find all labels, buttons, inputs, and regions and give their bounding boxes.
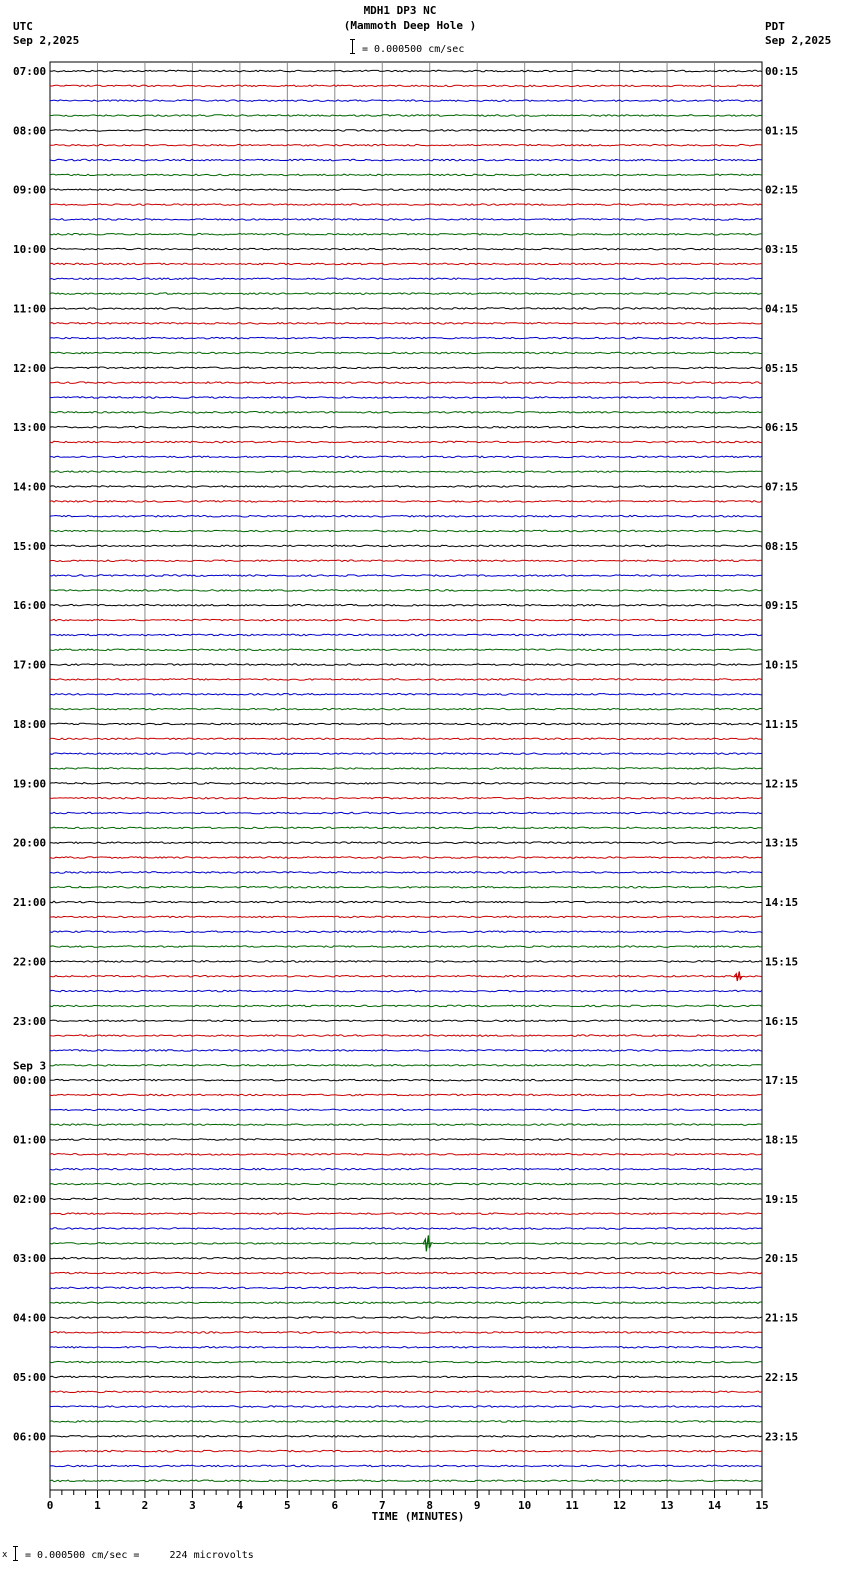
x-tick-label: 3 bbox=[189, 1499, 196, 1512]
x-tick-label: 13 bbox=[660, 1499, 674, 1512]
x-tick-label: 8 bbox=[426, 1499, 434, 1512]
x-axis-label: TIME (MINUTES) bbox=[371, 1510, 465, 1523]
seismic-trace bbox=[50, 1376, 762, 1378]
pdt-hour-label: 09:15 bbox=[765, 599, 799, 613]
utc-hour-label: 03:00 bbox=[13, 1252, 47, 1266]
right-timezone: PDT bbox=[765, 20, 785, 33]
utc-hour-label: 04:00 bbox=[13, 1311, 47, 1325]
utc-hour-label: 05:00 bbox=[13, 1370, 47, 1384]
footer-scale-cap-top bbox=[13, 1546, 18, 1547]
seismic-trace bbox=[50, 278, 762, 280]
seismic-trace bbox=[50, 708, 762, 710]
seismic-trace bbox=[50, 515, 762, 517]
seismic-trace bbox=[50, 412, 762, 414]
seismic-trace bbox=[50, 886, 762, 888]
station-title: MDH1 DP3 NC bbox=[363, 4, 437, 17]
seismic-trace bbox=[50, 1124, 762, 1126]
utc-hour-label: 14:00 bbox=[13, 480, 47, 494]
pdt-hour-label: 04:15 bbox=[765, 302, 799, 316]
x-tick-label: 12 bbox=[612, 1499, 627, 1512]
utc-hour-label: 17:00 bbox=[13, 658, 47, 672]
site-subtitle: (Mammoth Deep Hole ) bbox=[343, 19, 477, 32]
left-timezone: UTC bbox=[13, 20, 33, 33]
seismic-trace bbox=[50, 1465, 762, 1467]
seismic-trace bbox=[50, 1480, 762, 1482]
seismic-trace bbox=[50, 738, 762, 740]
footer-scale-bar bbox=[15, 1546, 16, 1560]
pdt-hour-label: 00:15 bbox=[765, 65, 799, 78]
pdt-hour-label: 16:15 bbox=[765, 1014, 799, 1028]
x-tick-label: 7 bbox=[378, 1499, 386, 1512]
seismic-trace bbox=[50, 604, 762, 606]
seismic-trace bbox=[50, 1139, 762, 1141]
seismic-trace bbox=[50, 901, 762, 903]
seismic-trace bbox=[50, 204, 762, 206]
footer-scale-text: = 0.000500 cm/sec = 224 microvolts bbox=[25, 1550, 254, 1561]
plot-frame bbox=[50, 62, 762, 1490]
seismic-trace bbox=[50, 174, 762, 176]
seismic-trace bbox=[50, 189, 762, 191]
utc-hour-label: 19:00 bbox=[13, 777, 47, 791]
pdt-hour-label: 03:15 bbox=[765, 243, 799, 257]
seismic-trace bbox=[50, 545, 762, 547]
pdt-hour-label: 11:15 bbox=[765, 717, 799, 731]
pdt-hour-label: 20:15 bbox=[765, 1252, 799, 1266]
seismic-trace bbox=[50, 85, 762, 87]
utc-hour-label: 02:00 bbox=[13, 1192, 47, 1206]
seismic-trace bbox=[50, 1346, 762, 1348]
utc-hour-label: 10:00 bbox=[13, 243, 47, 257]
seismic-trace bbox=[50, 827, 762, 829]
pdt-hour-label: 01:15 bbox=[765, 124, 799, 138]
seismic-trace bbox=[50, 1154, 762, 1156]
pdt-hour-label: 10:15 bbox=[765, 658, 799, 672]
seismic-trace bbox=[50, 456, 762, 458]
seismic-trace bbox=[50, 1421, 762, 1423]
seismic-trace bbox=[50, 115, 762, 117]
seismic-trace bbox=[50, 590, 762, 592]
seismic-trace bbox=[50, 293, 762, 295]
pdt-hour-label: 22:15 bbox=[765, 1370, 799, 1384]
seismic-trace bbox=[50, 619, 762, 621]
seismic-trace bbox=[50, 471, 762, 473]
x-tick-label: 0 bbox=[46, 1499, 54, 1512]
utc-hour-label: 09:00 bbox=[13, 183, 47, 197]
seismic-trace bbox=[50, 961, 762, 963]
footer-prefix: x bbox=[2, 1550, 8, 1560]
x-tick-label: 11 bbox=[565, 1499, 579, 1512]
seismic-trace bbox=[50, 1065, 762, 1067]
utc-hour-label: 07:00 bbox=[13, 65, 47, 78]
pdt-hour-label: 23:15 bbox=[765, 1430, 799, 1444]
seismic-trace bbox=[50, 352, 762, 354]
seismic-trace bbox=[50, 1257, 762, 1259]
pdt-hour-label: 18:15 bbox=[765, 1133, 799, 1147]
seismic-trace bbox=[50, 337, 762, 339]
pdt-hour-label: 02:15 bbox=[765, 183, 799, 197]
seismic-trace bbox=[50, 797, 762, 799]
seismic-trace bbox=[50, 931, 762, 933]
seismic-trace bbox=[50, 842, 762, 844]
seismic-trace bbox=[50, 263, 762, 265]
seismic-trace bbox=[50, 753, 762, 755]
seismic-trace bbox=[50, 872, 762, 874]
seismic-trace bbox=[50, 323, 762, 325]
seismic-trace bbox=[50, 1079, 762, 1081]
utc-hour-label: 16:00 bbox=[13, 599, 47, 613]
utc-hour-label: 08:00 bbox=[13, 124, 47, 138]
seismic-trace bbox=[50, 812, 762, 814]
header-scale-text: = 0.000500 cm/sec bbox=[362, 44, 465, 55]
footer-scale-cap-bottom bbox=[13, 1560, 18, 1561]
seismic-trace bbox=[50, 1035, 762, 1037]
x-tick-label: 5 bbox=[284, 1499, 291, 1512]
seismic-trace bbox=[50, 916, 762, 918]
pdt-hour-label: 19:15 bbox=[765, 1192, 799, 1206]
seismic-trace bbox=[50, 1228, 762, 1230]
utc-hour-label: 01:00 bbox=[13, 1133, 47, 1147]
left-date: Sep 2,2025 bbox=[13, 34, 80, 47]
utc-hour-label: 13:00 bbox=[13, 421, 47, 435]
seismic-trace bbox=[50, 1302, 762, 1304]
seismic-trace bbox=[50, 501, 762, 503]
seismic-trace bbox=[50, 1391, 762, 1393]
seismic-trace bbox=[50, 1020, 762, 1022]
seismic-trace bbox=[50, 1050, 762, 1052]
seismic-trace bbox=[50, 857, 762, 859]
x-tick-label: 9 bbox=[473, 1499, 481, 1512]
seismic-trace bbox=[50, 441, 762, 443]
pdt-hour-label: 21:15 bbox=[765, 1311, 799, 1325]
seismic-trace bbox=[50, 159, 762, 161]
seismic-trace bbox=[50, 1317, 762, 1319]
seismic-trace bbox=[50, 1332, 762, 1334]
pdt-hour-label: 12:15 bbox=[765, 777, 799, 791]
seismic-trace bbox=[50, 530, 762, 532]
seismic-trace bbox=[50, 1168, 762, 1170]
seismic-trace bbox=[50, 70, 762, 72]
seismic-trace bbox=[50, 634, 762, 636]
seismic-trace bbox=[50, 100, 762, 102]
utc-hour-label: 00:00 bbox=[13, 1074, 47, 1088]
seismic-trace bbox=[50, 367, 762, 369]
utc-hour-label: 21:00 bbox=[13, 896, 47, 910]
pdt-hour-label: 08:15 bbox=[765, 539, 799, 553]
seismic-trace bbox=[50, 1213, 762, 1215]
utc-hour-label: 15:00 bbox=[13, 539, 47, 553]
seismic-trace bbox=[50, 1272, 762, 1274]
utc-hour-label: 22:00 bbox=[13, 955, 47, 969]
pdt-hour-label: 15:15 bbox=[765, 955, 799, 969]
seismic-trace bbox=[50, 130, 762, 132]
seismic-trace bbox=[50, 783, 762, 785]
seismic-trace bbox=[50, 1361, 762, 1363]
seismic-trace bbox=[50, 990, 762, 992]
seismic-trace bbox=[50, 1109, 762, 1111]
pdt-hour-label: 07:15 bbox=[765, 480, 799, 494]
seismic-trace bbox=[50, 1406, 762, 1408]
seismic-trace bbox=[50, 233, 762, 235]
seismic-trace bbox=[50, 308, 762, 310]
seismic-trace bbox=[50, 382, 762, 384]
seismic-trace bbox=[50, 946, 762, 948]
seismic-trace bbox=[50, 768, 762, 770]
x-tick-label: 1 bbox=[94, 1499, 101, 1512]
x-tick-label: 6 bbox=[331, 1499, 339, 1512]
pdt-hour-label: 14:15 bbox=[765, 896, 799, 910]
utc-hour-label: 06:00 bbox=[13, 1430, 47, 1444]
seismic-trace bbox=[50, 975, 762, 977]
seismic-trace bbox=[50, 1094, 762, 1096]
seismic-trace bbox=[50, 664, 762, 666]
x-tick-label: 2 bbox=[141, 1499, 149, 1512]
x-tick-label: 10 bbox=[518, 1499, 532, 1512]
seismic-trace bbox=[50, 679, 762, 681]
seismic-trace bbox=[50, 248, 762, 250]
seismic-trace bbox=[50, 1243, 762, 1245]
seismic-trace bbox=[50, 144, 762, 146]
seismic-trace bbox=[50, 1183, 762, 1185]
x-tick-label: 15 bbox=[755, 1499, 769, 1512]
utc-hour-label: 23:00 bbox=[13, 1014, 47, 1028]
pdt-hour-label: 06:15 bbox=[765, 421, 799, 435]
seismic-trace bbox=[50, 560, 762, 562]
seismic-trace bbox=[50, 1198, 762, 1200]
seismic-trace bbox=[50, 1005, 762, 1007]
seismic-trace bbox=[50, 694, 762, 696]
x-tick-label: 4 bbox=[236, 1499, 244, 1512]
seismic-trace bbox=[50, 649, 762, 651]
seismic-trace bbox=[50, 575, 762, 577]
seismic-trace bbox=[50, 486, 762, 488]
utc-hour-label: 11:00 bbox=[13, 302, 47, 316]
seismic-trace bbox=[50, 219, 762, 221]
pdt-hour-label: 13:15 bbox=[765, 836, 799, 850]
seismic-trace bbox=[50, 1436, 762, 1438]
utc-hour-label: 12:00 bbox=[13, 361, 47, 375]
utc-hour-label: 18:00 bbox=[13, 717, 47, 731]
seismic-trace bbox=[50, 426, 762, 428]
x-tick-label: 14 bbox=[707, 1499, 722, 1512]
seismic-trace bbox=[50, 397, 762, 399]
right-date: Sep 2,2025 bbox=[765, 34, 832, 47]
pdt-hour-label: 05:15 bbox=[765, 361, 799, 375]
seismic-trace bbox=[50, 1450, 762, 1452]
date-change-label: Sep 3 bbox=[13, 1059, 47, 1073]
utc-hour-label: 20:00 bbox=[13, 836, 47, 850]
pdt-hour-label: 17:15 bbox=[765, 1074, 799, 1088]
seismic-trace bbox=[50, 1287, 762, 1289]
seismic-trace bbox=[50, 723, 762, 725]
